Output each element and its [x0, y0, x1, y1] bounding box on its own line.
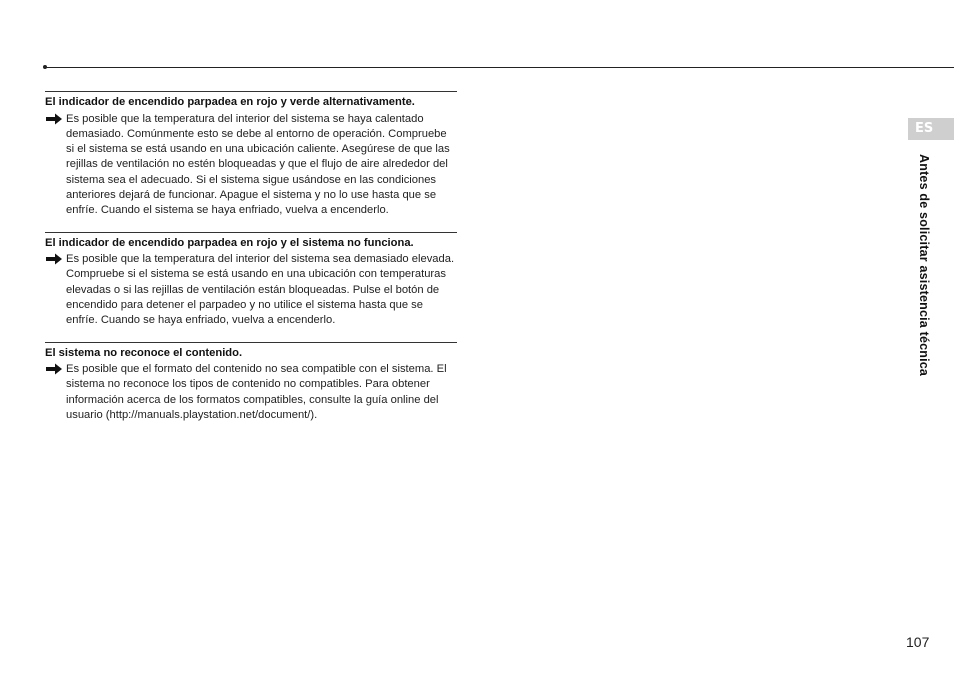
- chapter-title: Antes de solicitar asistencia técnica: [917, 154, 931, 377]
- item-text: Es posible que la temperatura del interior del sistema se haya calentado demasiado. Comúnmente esto se debe al entorno de operación. Compruebe si el sistema se está usando en una ubicación caliente. Asegúrese de que las rejillas de ventilación no estén bloqueadas y que el flujo de aire alrededor del sistema sea el adecuado. Si el sistema sigue usándose en las condiciones anteriores dejará de funcionar. Apague el sistema y no lo use hasta que se enfríe. Cuando el sistema se haya enfriado, vuelva a encenderlo.: [66, 112, 450, 217]
- section-content-not-recognized: [45, 342, 457, 424]
- section-title: El sistema no reconoce el contenido.: [45, 346, 243, 359]
- section-title: El indicador de encendido parpadea en rojo y verde alternativamente.: [45, 96, 415, 108]
- section-power-red-green: [45, 91, 457, 219]
- list-item: [45, 362, 457, 423]
- right-arrow-icon: [45, 362, 63, 376]
- section-power-red: [45, 232, 457, 329]
- section-title: El indicador de encendido parpadea en rojo y el sistema no funciona.: [45, 236, 414, 249]
- right-arrow-icon: [45, 252, 63, 266]
- right-arrow-icon: [45, 112, 63, 126]
- troubleshooting-content: [45, 91, 457, 436]
- list-item: [45, 252, 457, 328]
- page-number: 107: [906, 634, 930, 650]
- list-item: [45, 112, 457, 219]
- header-rule: [45, 67, 954, 68]
- item-text: Es posible que la temperatura del interior del sistema sea demasiado elevada. Compruebe si el sistema se está usando en una ubicación con temperaturas elevadas o si las rejillas de ventilación están bloqueadas. Pulse el botón de encendido para detener el parpadeo y no utilice el sistema hasta que se enfríe. Cuando se haya enfriado, vuelva a encenderlo.: [66, 253, 455, 327]
- language-tab: ES: [908, 118, 954, 140]
- item-text: Es posible que el formato del contenido no sea compatible con el sistema. El sistema no reconoce los tipos de contenido no compatibles. Para obtener información acerca de los formatos compatibles, consulte la guía online del usuario (http://manuals.playstation.net/document/).: [66, 363, 447, 421]
